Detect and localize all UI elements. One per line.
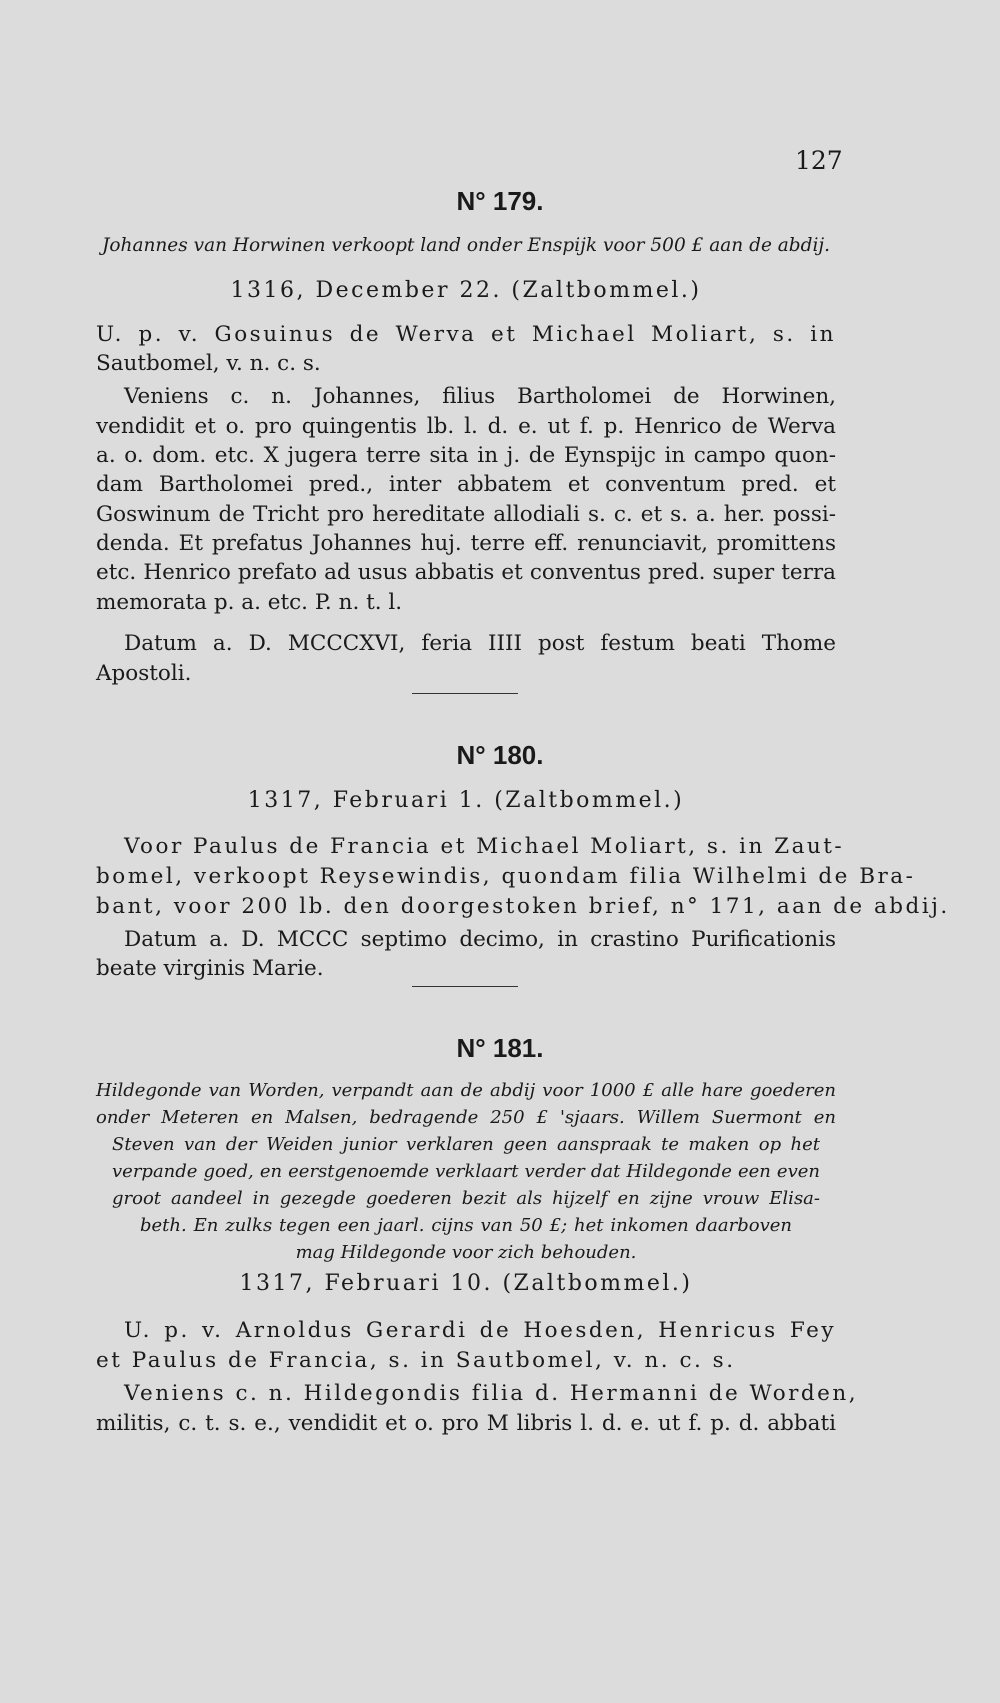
doc-179-date: 1316, December 22. (Zaltbommel.): [230, 278, 702, 303]
doc-181-summary-line: Hildegonde van Worden, verpandt aan de abdij voor 1000 £ alle hare goederen: [96, 1080, 836, 1101]
section-divider: [412, 986, 518, 987]
doc-179-line: vendidit et o. pro quingentis lb. l. d. e. ut f. p. Henrico de Werva: [96, 414, 836, 439]
doc-180-date: 1317, Februari 1. (Zaltbommel.): [247, 788, 685, 813]
doc-179-line: dam Bartholomei pred., inter abbatem et conventum pred. et: [96, 472, 836, 497]
doc-179-line: Veniens c. n. Johannes, filius Bartholomei de Horwinen,: [124, 384, 836, 409]
doc-181-summary-line: groot aandeel in gezegde goederen bezit als hijzelf en zijne vrouw Elisa-: [112, 1188, 820, 1209]
doc-179-line: denda. Et prefatus Johannes huj. terre eff. renunciavit, promittens: [96, 531, 836, 556]
doc-181-heading: N° 181.: [456, 1033, 544, 1063]
doc-181-summary-line: Steven van der Weiden junior verklaren geen aanspraak te maken op het: [112, 1134, 820, 1155]
doc-181-line: militis, c. t. s. e., vendidit et o. pro M libris l. d. e. ut f. p. d. abbati: [96, 1411, 836, 1436]
doc-180-line: Datum a. D. MCCC septimo decimo, in crastino Purificationis: [124, 927, 836, 952]
doc-179-line: Goswinum de Tricht pro hereditate allodiali s. c. et s. a. her. possi-: [96, 502, 836, 527]
doc-179-line: a. o. dom. etc. X jugera terre sita in j. de Eynspijc in campo quon-: [96, 443, 836, 468]
doc-181-summary-line: verpande goed, en eerstgenoemde verklaart verder dat Hildegonde een even: [112, 1161, 820, 1182]
doc-180-line: bant, voor 200 lb. den doorgestoken brief, n° 171, aan de abdij.: [96, 894, 950, 919]
doc-179-summary: Johannes van Horwinen verkoopt land onder Enspijk voor 500 £ aan de abdij.: [101, 235, 831, 256]
doc-179-heading: N° 179.: [456, 186, 544, 216]
doc-179-line: U. p. v. Gosuinus de Werva et Michael Moliart, s. in: [96, 322, 836, 347]
doc-181-line: et Paulus de Francia, s. in Sautbomel, v. n. c. s.: [96, 1348, 736, 1373]
doc-180-line: Voor Paulus de Francia et Michael Moliart, s. in Zaut-: [124, 834, 845, 859]
doc-180-heading: N° 180.: [456, 740, 544, 770]
doc-181-summary-line: mag Hildegonde voor zich behouden.: [295, 1242, 637, 1263]
doc-179-line: Sautbomel, v. n. c. s.: [96, 351, 321, 376]
doc-181-summary-line: beth. En zulks tegen een jaarl. cijns van 50 £; het inkomen daarboven: [140, 1215, 792, 1236]
doc-179-line: Apostoli.: [96, 661, 192, 686]
doc-179-line: etc. Henrico prefato ad usus abbatis et conventus pred. super terra: [96, 560, 836, 585]
doc-181-line: U. p. v. Arnoldus Gerardi de Hoesden, Henricus Fey: [124, 1318, 836, 1343]
doc-180-line: beate virginis Marie.: [96, 956, 324, 981]
doc-181-summary-line: onder Meteren en Malsen, bedragende 250 £ 'sjaars. Willem Suermont en: [96, 1107, 836, 1128]
section-divider: [412, 693, 518, 694]
doc-179-line: memorata p. a. etc. P. n. t. l.: [96, 590, 403, 615]
doc-179-line: Datum a. D. MCCCXVI, feria IIII post festum beati Thome: [124, 631, 836, 656]
doc-180-line: bomel, verkoopt Reysewindis, quondam filia Wilhelmi de Bra-: [96, 864, 916, 889]
page-number: 127: [795, 146, 843, 175]
doc-181-date: 1317, Februari 10. (Zaltbommel.): [239, 1271, 693, 1296]
doc-181-line: Veniens c. n. Hildegondis filia d. Hermanni de Worden,: [124, 1381, 859, 1406]
